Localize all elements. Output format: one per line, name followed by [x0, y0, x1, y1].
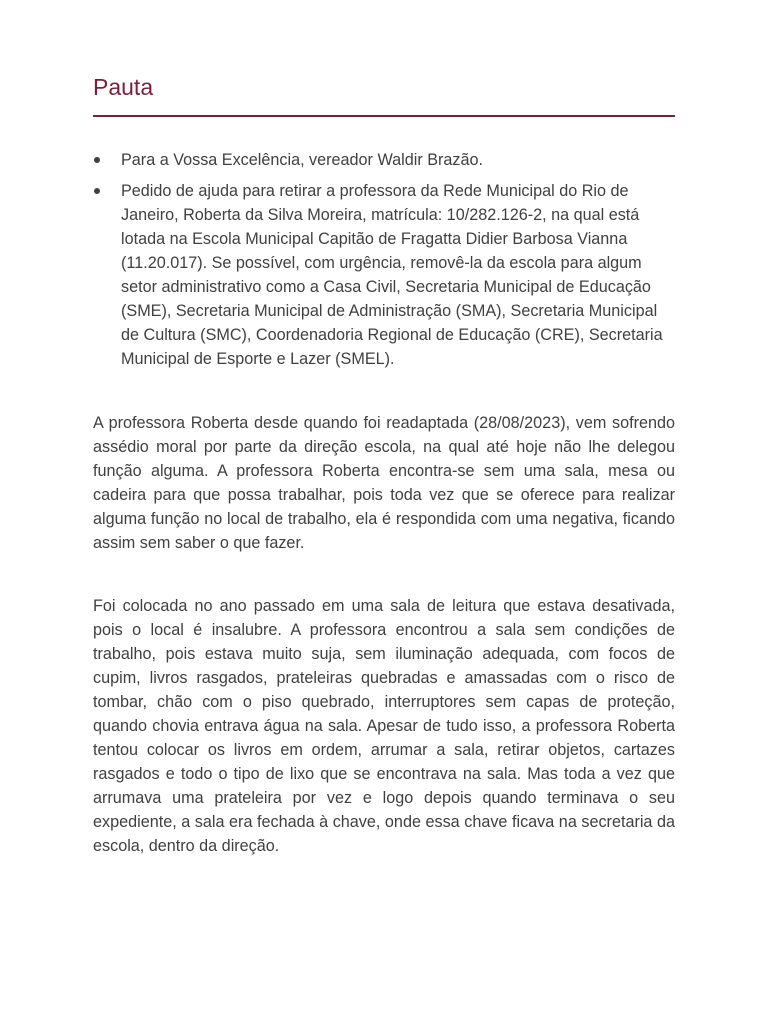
bullet-icon — [94, 157, 100, 163]
bullet-text: Pedido de ajuda para retirar a professora da Rede Municipal do Rio de Janeiro, Roberta da Silva Moreira, matrícula: 10/282.126-2, na qual está lotada na Escola Municipal Capitão de Fragatta Didier Barbosa Vianna (11.20.017). Se possível, com urgência, removê-la da escola para algum setor administrativo como a Casa Civil, Secretaria Municipal de Educação (SME), Secretaria Municipal de Administração (SMA), Secretaria Municipal de Cultura (SMC), Coordenadoria Regional de Educação (CRE), Secretaria Municipal de Esporte e Lazer (SMEL). — [121, 182, 663, 368]
bullet-list — [93, 148, 675, 371]
list-item — [93, 148, 675, 172]
title-divider — [93, 115, 675, 117]
list-item — [93, 179, 675, 371]
bullet-icon — [94, 188, 100, 194]
document-page — [93, 72, 675, 858]
page-title: Pauta — [93, 74, 154, 100]
bullet-text: Para a Vossa Excelência, vereador Waldir Brazão. — [121, 151, 483, 169]
body-paragraph: A professora Roberta desde quando foi readaptada (28/08/2023), vem sofrendo assédio moral por parte da direção escola, na qual até hoje não lhe delegou função alguma. A professora Roberta encontra-se sem uma sala, mesa ou cadeira para que possa trabalhar, pois toda vez que se oferece para realizar alguma função no local de trabalho, ela é respondida com uma negativa, ficando assim sem saber o que fazer. — [93, 414, 675, 552]
body-paragraph: Foi colocada no ano passado em uma sala de leitura que estava desativada, pois o local é insalubre. A professora encontrou a sala sem condições de trabalho, pois estava muito suja, sem iluminação adequada, com focos de cupim, livros rasgados, prateleiras quebradas e amassadas com o risco de tombar, chão com o piso quebrado, interruptores sem capas de proteção, quando chovia entrava água na sala. Apesar de tudo isso, a professora Roberta tentou colocar os livros em ordem, arrumar a sala, retirar objetos, cartazes rasgados e todo o tipo de lixo que se encontrava na sala. Mas toda a vez que arrumava uma prateleira por vez e logo depois quando terminava o seu expediente, a sala era fechada à chave, onde essa chave ficava na secretaria da escola, dentro da direção. — [93, 597, 675, 855]
